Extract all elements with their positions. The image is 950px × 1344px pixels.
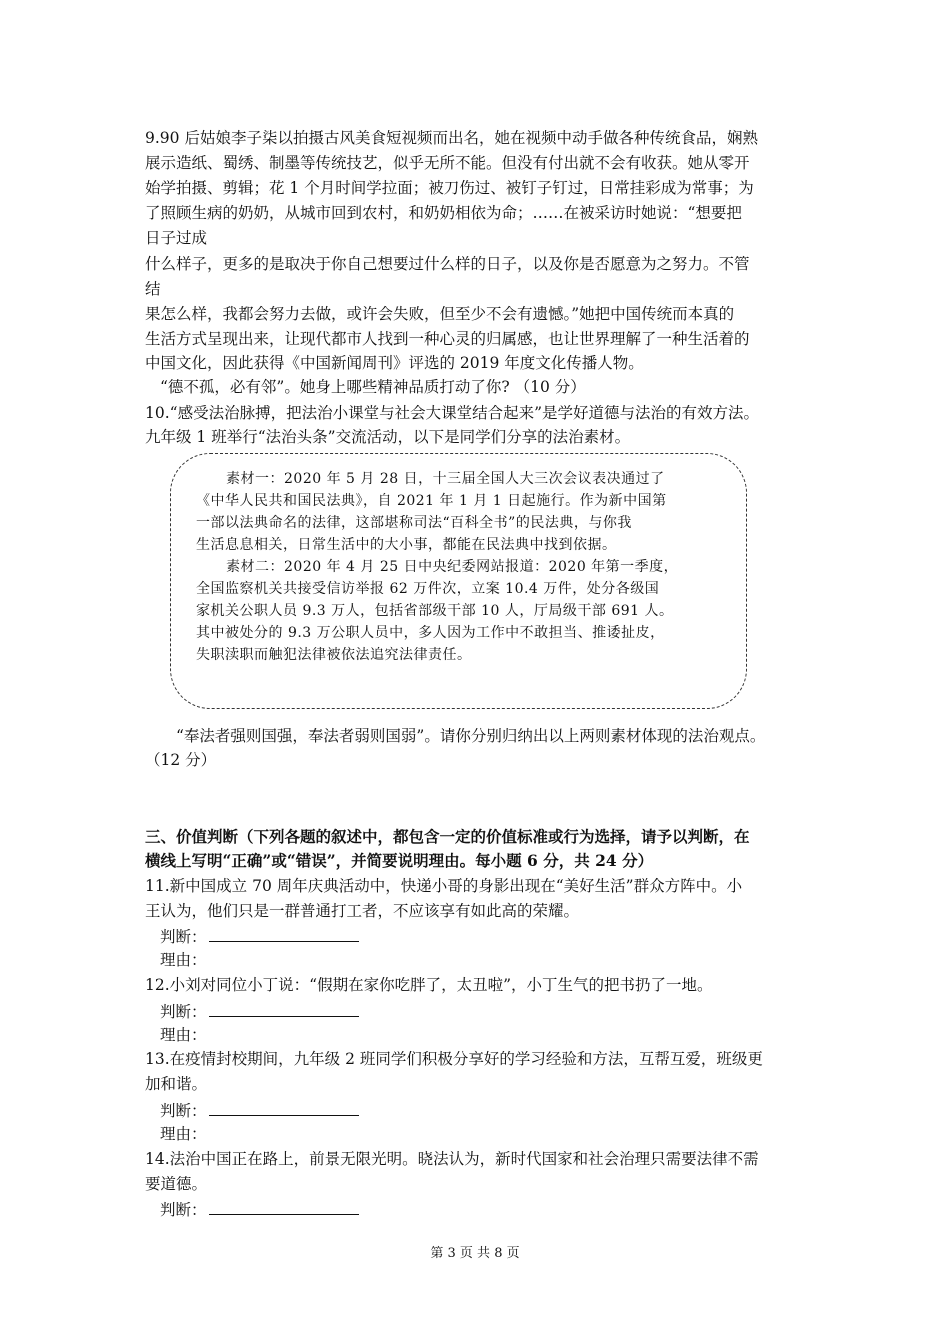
material-line-1: 素材一：2020 年 5 月 28 日，十三届全国人大三次会议表决通过了: [226, 471, 665, 487]
q9-prompt: “德不孤，必有邻”。她身上哪些精神品质打动了你? （10 分）: [160, 378, 586, 396]
q13-line-2: 加和谐。: [145, 1075, 208, 1093]
q14-line-1: 14.法治中国正在路上，前景无限光明。晓法认为，新时代国家和社会治理只需要法律不需: [145, 1150, 759, 1168]
q10-line-1: 10.“感受法治脉搏，把法治小课堂与社会大课堂结合起来”是学好道德与法治的有效方法。: [145, 404, 760, 422]
material-line-2: 《中华人民共和国民法典》，自 2021 年 1 月 1 日起施行。作为新中国第: [196, 493, 667, 509]
page-number-footer: 第 3 页 共 8 页: [430, 1246, 520, 1261]
q13-judge-blank[interactable]: [209, 1097, 359, 1116]
q14-judge-row: [160, 1196, 359, 1222]
q10-prompt-line-1: “奉法者强则国强，奉法者弱则国弱”。请你分别归纳出以上两则素材体现的法治观点。: [176, 727, 766, 745]
q14-line-2: 要道德。: [145, 1175, 208, 1193]
q12-line-1: 12.小刘对同位小丁说：“假期在家你吃胖了，太丑啦”，小丁生气的把书扔了一地。: [145, 976, 713, 994]
q9-line-2: 展示造纸、蜀绣、制墨等传统技艺，似乎无所不能。但没有付出就不会有收获。她从零开: [145, 154, 750, 172]
judge-label: 判断：: [160, 1003, 207, 1021]
q13-reason-label: 理由：: [160, 1125, 207, 1143]
q14-judge-blank[interactable]: [209, 1196, 359, 1215]
q11-judge-blank[interactable]: [209, 923, 359, 942]
material-line-5: 素材二：2020 年 4 月 25 日中央纪委网站报道：2020 年第一季度，: [226, 559, 679, 575]
material-line-9: 失职渎职而触犯法律被依法追究法律责任。: [196, 647, 472, 663]
q9-line-8: 果怎么样，我都会努力去做，或许会失败，但至少不会有遗憾。”她把中国传统而本真的: [145, 305, 735, 323]
q10-prompt-line-2: （12 分）: [145, 751, 217, 769]
q9-line-6: 什么样子，更多的是取决于你自己想要过什么样的日子，以及你是否愿意为之努力。不管: [145, 255, 750, 273]
q11-reason-label: 理由：: [160, 951, 207, 969]
material-line-4: 生活息息相关，日常生活中的大小事，都能在民法典中找到依据。: [196, 537, 617, 553]
section3-heading-1: 三、价值判断（下列各题的叙述中，都包含一定的价值标准或行为选择，请予以判断，在: [145, 827, 750, 846]
q9-line-7: 结: [145, 280, 161, 298]
q12-reason-label: 理由：: [160, 1026, 207, 1044]
q11-judge-row: [160, 923, 359, 949]
q9-line-4: 了照顾生病的奶奶，从城市回到农村，和奶奶相依为命；……在被采访时她说：“想要把: [145, 204, 742, 222]
q9-line-1: 9.90 后姑娘李子柒以拍摄古风美食短视频而出名，她在视频中动手做各种传统食品，娴熟: [145, 129, 758, 147]
q9-line-9: 生活方式呈现出来，让现代都市人找到一种心灵的归属感，也让世界理解了一种生活着的: [145, 330, 750, 348]
judge-label: 判断：: [160, 1201, 207, 1219]
q10-line-2: 九年级 1 班举行“法治头条”交流活动，以下是同学们分享的法治素材。: [145, 428, 631, 446]
material-line-8: 其中被处分的 9.3 万公职人员中，多人因为工作中不敢担当、推诿扯皮，: [196, 625, 665, 641]
q11-line-2: 王认为，他们只是一群普通打工者，不应该享有如此高的荣耀。: [145, 902, 580, 920]
q12-judge-row: [160, 998, 359, 1024]
q11-line-1: 11.新中国成立 70 周年庆典活动中，快递小哥的身影出现在“美好生活”群众方阵中。小: [145, 877, 743, 895]
material-line-7: 家机关公职人员 9.3 万人，包括省部级干部 10 人，厅局级干部 691 人。: [196, 603, 674, 619]
q9-line-10: 中国文化，因此获得《中国新闻周刊》评选的 2019 年度文化传播人物。: [145, 354, 644, 372]
material-line-3: 一部以法典命名的法律，这部堪称司法“百科全书”的民法典，与你我: [196, 515, 632, 531]
section3-heading-2: 横线上写明“正确”或“错误”，并简要说明理由。每小题 6 分，共 24 分）: [145, 851, 654, 870]
q13-line-1: 13.在疫情封校期间，九年级 2 班同学们积极分享好的学习经验和方法，互帮互爱，班级更: [145, 1050, 763, 1068]
judge-label: 判断：: [160, 928, 207, 946]
q13-judge-row: [160, 1097, 359, 1123]
q12-judge-blank[interactable]: [209, 998, 359, 1017]
judge-label: 判断：: [160, 1102, 207, 1120]
material-line-6: 全国监察机关共接受信访举报 62 万件次，立案 10.4 万件，处分各级国: [196, 581, 660, 597]
q9-line-3: 始学拍摄、剪辑；花 1 个月时间学拉面；被刀伤过、被钉子钉过，日常挂彩成为常事；为: [145, 179, 754, 197]
q9-line-5: 日子过成: [145, 229, 208, 247]
